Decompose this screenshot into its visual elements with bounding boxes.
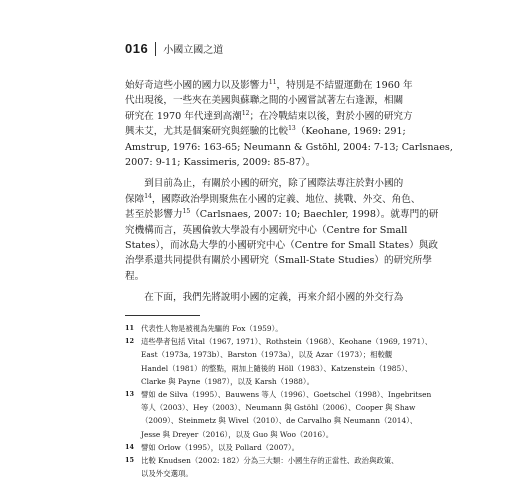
paragraph-3 — [125, 290, 407, 305]
footnotes — [125, 322, 433, 480]
footnote-number: 14 — [125, 442, 135, 451]
footnote-number: 15 — [125, 456, 135, 465]
text-line: 代出現後，一些夾在美國與蘇聯之間的小國嘗試著左右逢源，相關 — [125, 95, 404, 107]
footnote-ref-12[interactable]: 12 — [241, 109, 250, 117]
body-text — [125, 78, 453, 312]
footnote-text: 這些學者包括 Vital（1967, 1971）、Rothstein（1968）、Keohane（1969, 1971）、 East（1973a, 1973b）、Barston（1973a），以及 Azar（1973）；相較觀 Handel（1981）的整點，兩加上隨後的 Höll（1983）、Katzenstein（1985）、 Clarke 與 Payne（1987），以及 Karsh（1988）。 — [141, 337, 433, 386]
text-line: 治學系還共同提供有關於小國研究（Small-State Studies）的研究所學 — [125, 255, 432, 267]
footnote-14 — [125, 441, 415, 454]
footnote-number: 12 — [125, 337, 135, 346]
footnote-text: 譬如 de Silva（1995）、Bauwens 等人（1996）、Goetschel（1998）、Ingebritsen 等人（2003）、Hey（2003）、Neumann 與 Gstöhl（2006）、Cooper 與 Shaw （2009）、Steinmetz 與 Wivel（2010）、de Carvalho 與 Neumann（2014）、 Jesse 與 Dreyer（2016），以及 Guo 與 Woo（2016）。 — [141, 390, 432, 439]
footnote-ref-13[interactable]: 13 — [288, 125, 296, 133]
footnote-15 — [125, 454, 415, 480]
text-line: 甚至於影響力$^{15}$（Carlsnaes, 2007: 10; Baechler, 1998）。就專門的研 — [125, 208, 439, 221]
footnote-13 — [125, 388, 432, 441]
footnote-ref-11[interactable]: 11 — [268, 78, 277, 86]
footnote-ref-14[interactable]: 14 — [144, 192, 152, 200]
footnote-text: 比較 Knudsen（2002: 182）分為三大類：小國生存的正當性、政治與政策、 以及外交選項。 — [141, 456, 399, 479]
footnote-ref-15[interactable]: 15 — [182, 208, 191, 216]
footnote-text: 譬如 Orlow（1995），以及 Pollard（2007）。 — [141, 442, 300, 452]
text-line: 究機構而言，英國倫敦大學設有小國研究中心（Centre for Small — [125, 224, 408, 236]
running-header — [125, 41, 223, 56]
paragraph-2 — [125, 176, 439, 284]
text-line: Amstrup, 1976: 163-65; Neumann & Gstöhl, 2004: 7-13; Carlsnaes, — [125, 141, 453, 153]
text-line: 程。 — [125, 270, 145, 282]
footnote-11 — [125, 322, 415, 335]
text-line: 始好奇這些小國的國力以及影響力$^{11}$，特別是不結盟運動在 1960 年 — [125, 78, 413, 91]
footnote-12 — [125, 335, 433, 388]
page-number: 016 — [125, 41, 149, 56]
paragraph-1 — [125, 78, 453, 170]
footnote-number: 13 — [125, 390, 135, 399]
text-line: 興未艾，尤其是個案研究與經驗的比較$^{13}$（Keohane, 1969: 291; — [125, 125, 406, 138]
text-line: 到目前為止，有關於小國的研究，除了國際法專注於對小國的 — [144, 178, 404, 190]
footnote-number: 11 — [125, 324, 135, 332]
text-line: 研究在 1970 年代達到高潮$^{12}$；在冷戰結束以後，對於小國的研究方 — [125, 109, 413, 122]
text-line: States），而冰島大學的小國研究中心（Centre for Small States）與政 — [125, 240, 438, 252]
footnote-separator — [125, 315, 200, 316]
header-divider — [155, 42, 156, 56]
book-title: 小國立國之道 — [163, 45, 224, 56]
text-line: 在下面，我們先將說明小國的定義，再來介紹小國的外交行為 — [144, 292, 404, 304]
text-line: 2007: 9-11; Kassimeris, 2009: 85-87）。 — [125, 157, 316, 169]
footnote-text: 代表性人物是被視為先驅的 Fox（1959）。 — [141, 324, 283, 333]
text-line: 保障$^{14}$，國際政治學則聚焦在小國的定義、地位、挑戰、外交、角色、 — [125, 192, 421, 205]
